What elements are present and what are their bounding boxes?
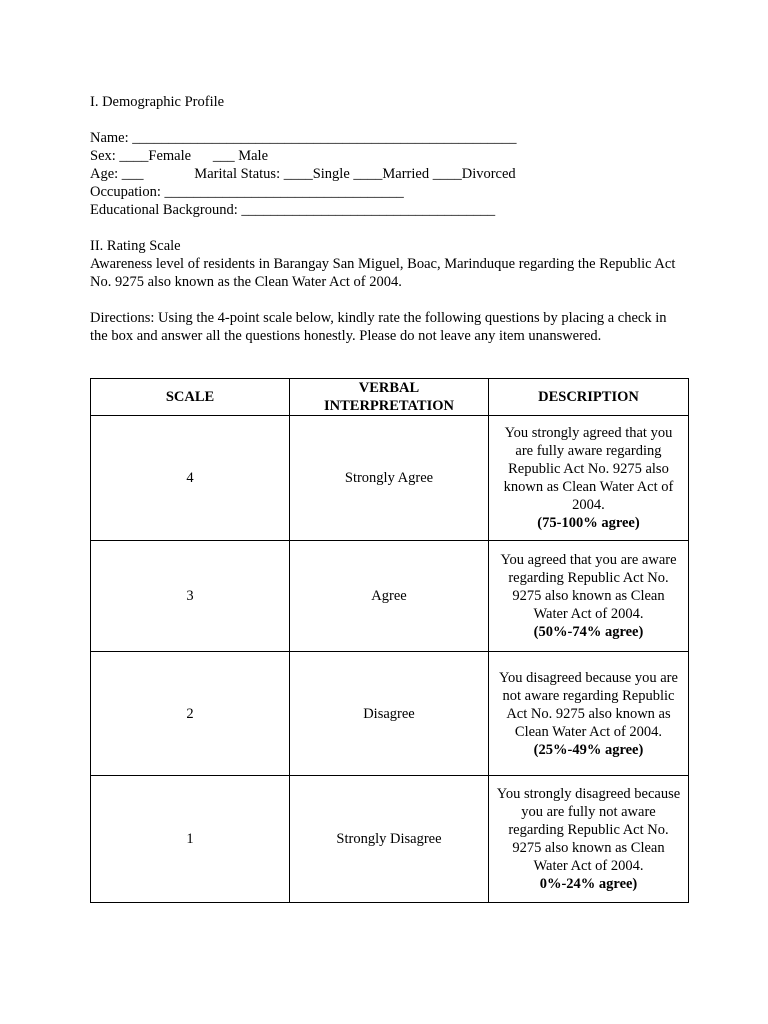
interpretation-cell: Strongly Disagree [289, 776, 488, 903]
directions-text: Directions: Using the 4-point scale below, kindly rate the following questions by placing a check in the box and answer all the questions honestly. Please do not leave any item unanswered. [90, 310, 667, 344]
sex-field[interactable]: Sex: ____Female ___ Male [90, 148, 269, 164]
verbal-interpretation-column-header: VERBAL INTERPRETATION [289, 379, 488, 416]
educational-background-field[interactable]: Educational Background: ___________________________________ [90, 202, 496, 218]
rating-scale-table [90, 378, 689, 903]
rating-scale-heading: II. Rating Scale [90, 238, 181, 254]
agreement-range: (50%-74% agree) [533, 624, 644, 640]
table-row [91, 416, 689, 541]
scale-cell: 3 [91, 541, 290, 652]
age-marital-status-field[interactable]: Age: ___ Marital Status: ____Single ____Married ____Divorced [90, 166, 516, 182]
interpretation-cell: Strongly Agree [289, 416, 488, 541]
demographic-profile-heading: I. Demographic Profile [90, 94, 225, 110]
table-row [91, 652, 689, 776]
scale-cell: 4 [91, 416, 290, 541]
agreement-range: (25%-49% agree) [533, 741, 644, 758]
scale-cell: 2 [91, 652, 290, 776]
description-cell [488, 541, 688, 652]
description-text: You strongly disagreed because you are fully not aware regarding Republic Act No. 9275 also known as Clean Water Act of 2004. [496, 786, 681, 874]
occupation-field[interactable]: Occupation: _________________________________ [90, 184, 404, 200]
description-cell [488, 776, 688, 903]
agreement-range: 0%-24% agree) [539, 876, 638, 892]
interpretation-cell: Agree [289, 541, 488, 652]
description-column-header: DESCRIPTION [488, 379, 688, 416]
description-cell [488, 652, 688, 776]
table-row [91, 776, 689, 903]
agreement-range: (75-100% agree) [537, 515, 640, 531]
table-header-row [91, 379, 689, 416]
name-field[interactable]: Name: _____________________________________________________ [90, 130, 517, 146]
description-text: You agreed that you are aware regarding Republic Act No. 9275 also known as Clean Water Act of 2004. [500, 552, 677, 622]
scale-cell: 1 [91, 776, 290, 903]
description-text: You strongly agreed that you are fully aware regarding Republic Act No. 9275 also known as Clean Water Act of 2004. [503, 425, 674, 513]
document-body [90, 93, 690, 345]
rating-scale-description: Awareness level of residents in Barangay San Miguel, Boac, Marinduque regarding the Republic Act No. 9275 also known as the Clean Water Act of 2004. [90, 256, 676, 290]
description-text: You disagreed because you are not aware regarding Republic Act No. 9275 also known as Clean Water Act of 2004. [499, 669, 678, 740]
description-cell [488, 416, 688, 541]
table-row [91, 541, 689, 652]
interpretation-cell: Disagree [289, 652, 488, 776]
scale-column-header: SCALE [91, 379, 290, 416]
